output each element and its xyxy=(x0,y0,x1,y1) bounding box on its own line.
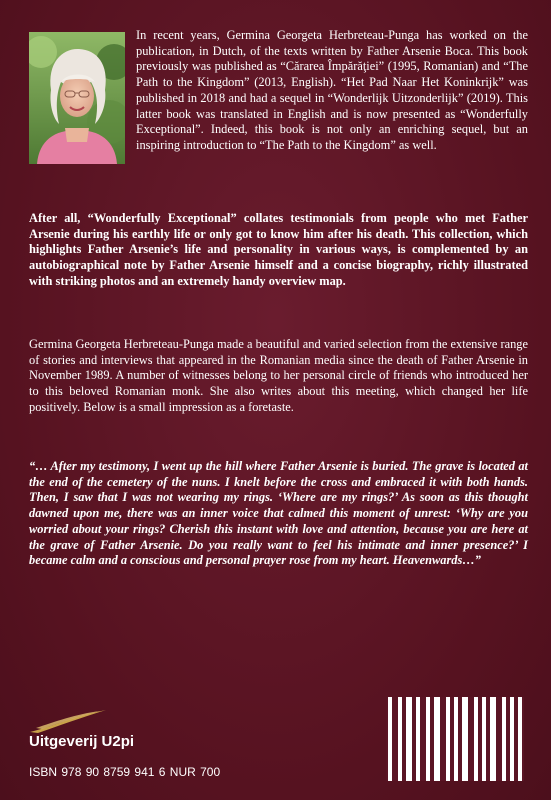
publisher-logo xyxy=(28,708,168,756)
author-photo xyxy=(29,32,125,164)
quote-paragraph: “… After my testimony, I went up the hill where Father Arsenie is buried. The grave is located at the end of the cemetery of the nuns. I knelt before the cross and embraced it with both hands. Then, I saw that I was not wearing my rings. ‘Where are my rings?’ As soon as this thought dawned upon me, there was an inner voice that calmed this moment of unrest: ‘Why are you worried about your rings? Cherish this instant with love and attention, because you are here at the grave of Father Arsenie. Do you really want to feel his intimate and inner presence?’ I became calm and a conscious and personal prayer rose from my heart. Heavenwards…” xyxy=(29,459,528,568)
barcode-stripes-icon xyxy=(386,697,524,781)
author-portrait-image xyxy=(29,32,125,164)
golden-swoosh-icon xyxy=(28,708,108,734)
collection-paragraph: After all, “Wonderfully Exceptional” collates testimonials from people who met Father Arsenie during his earthly life or only got to know him after his death. This collection, which highlights Father Arsenie’s life and personality in various ways, is complemented by an autobiographical note by Father Arsenie himself and a concise biography, richly illustrated with striking photos and an extremely handy overview map. xyxy=(29,211,528,288)
publisher-name: Uitgeverij U2pi xyxy=(29,733,135,750)
intro-paragraph: In recent years, Germina Georgeta Herbreteau-Punga has worked on the publication, in Dutch, of the texts written by Father Arsenie Boca. This book previously was published as “Cărarea Împărăţiei” (1995, Romanian) and “The Path to the Kingdom” (2013, English). “Het Pad Naar Het Koninkrijk” was published in 2018 and had a sequel in “Wonderlijk Uitzonderlijk” (2019). This latter book was translated in English and is now presented as “Wonderfully Exceptional”. Indeed, this book is not only an enriching sequel, but an inspiring introduction to “The Path to the Kingdom” as well. xyxy=(136,28,528,152)
selection-paragraph: Germina Georgeta Herbreteau-Punga made a beautiful and varied selection from the extensive range of stories and interviews that appeared in the Romanian media since the death of Father Arsenie in November 1989. A number of witnesses belong to her personal circle of friends who introduced her to this beloved Romanian monk. She also writes about this meeting, which changed her life positively. Below is a small impression as a foretaste. xyxy=(29,337,528,414)
isbn-nur-line: ISBN 978 90 8759 941 6 NUR 700 xyxy=(29,765,221,779)
